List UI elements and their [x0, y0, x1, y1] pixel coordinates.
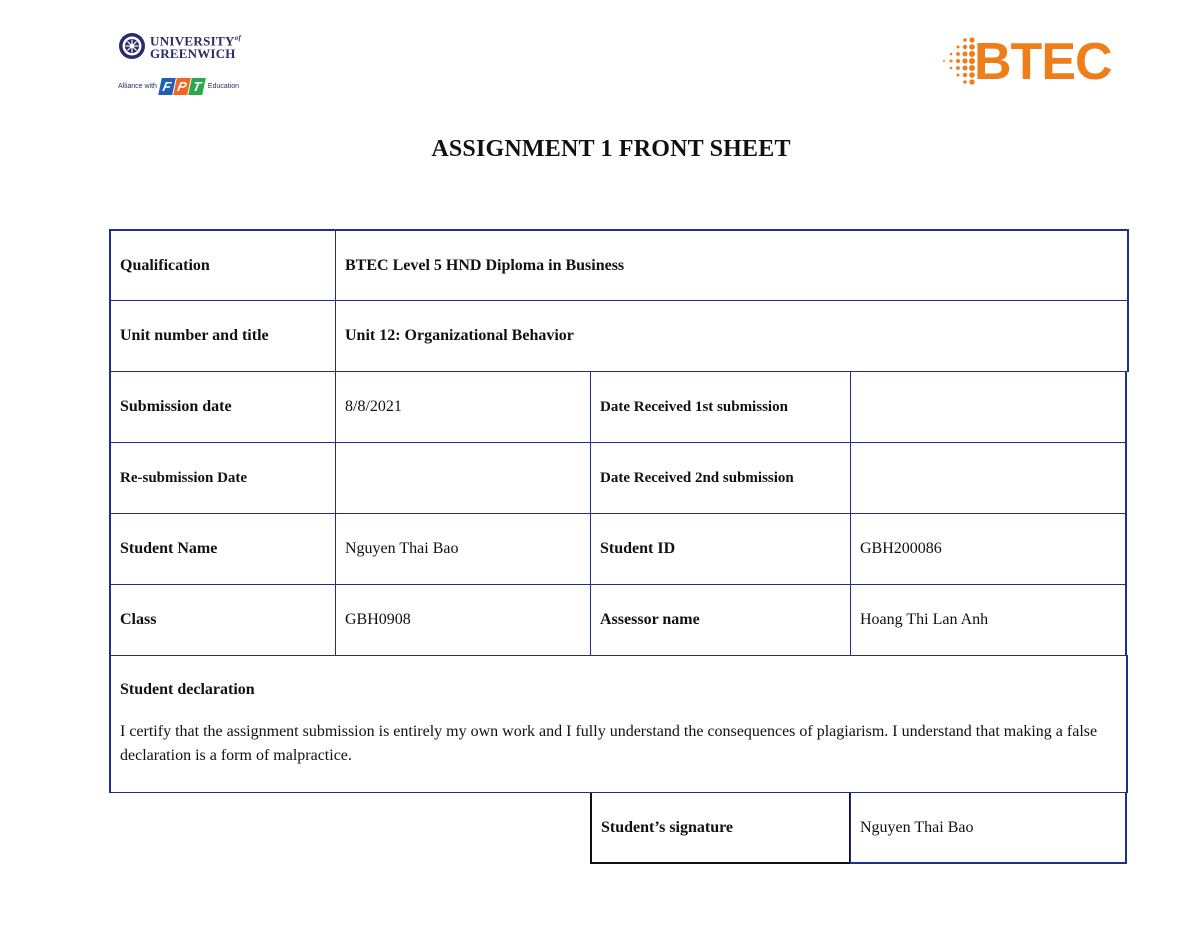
unit-value: Unit 12: Organizational Behavior	[335, 300, 1129, 372]
student-id-label: Student ID	[590, 513, 851, 585]
fpt-letter-t: T	[188, 78, 206, 95]
student-declaration	[109, 655, 1128, 793]
resubmission-date-label: Re-submission Date	[109, 442, 336, 514]
fpt-letter-f: F	[158, 78, 176, 95]
greenwich-wordmark: $UNIVERSITY^{of}$ GREENWICH	[150, 33, 242, 61]
resubmission-row	[109, 442, 1128, 513]
alliance-text: Alliance with	[118, 83, 157, 90]
class-value: GBH0908	[335, 584, 591, 656]
declaration-text: I certify that the assignment submission is entirely my own work and I fully understand the consequences of plagiarism. I understand that making a false declaration is a form of malpractice.	[120, 723, 1098, 764]
btec-logo	[938, 34, 1120, 90]
submission-date-value: 8/8/2021	[335, 371, 591, 443]
greenwich-seal-icon	[118, 32, 146, 60]
submission-row	[109, 371, 1128, 442]
submission-date-label: Submission date	[109, 371, 336, 443]
unit-label: Unit number and title	[109, 300, 336, 372]
received-2nd-label: Date Received 2nd submission	[590, 442, 851, 514]
resubmission-date-value	[335, 442, 591, 514]
received-1st-label: Date Received 1st submission	[590, 371, 851, 443]
assessor-value: Hoang Thi Lan Anh	[850, 584, 1127, 656]
declaration-heading: Student declaration	[120, 681, 255, 698]
signature-row	[590, 793, 1128, 863]
assessor-label: Assessor name	[590, 584, 851, 656]
qualification-row	[109, 229, 1128, 300]
student-id-value: GBH200086	[850, 513, 1127, 585]
front-sheet-table	[109, 229, 1128, 863]
unit-row	[109, 300, 1128, 371]
signature-label: Student’s signature	[590, 793, 851, 864]
fpt-alliance-line	[118, 78, 239, 95]
fpt-letter-p: P	[173, 78, 191, 95]
university-of-greenwich-logo	[118, 32, 258, 94]
student-name-label: Student Name	[109, 513, 336, 585]
class-row	[109, 584, 1128, 655]
qualification-label: Qualification	[109, 229, 336, 301]
education-text: Education	[207, 83, 240, 90]
qualification-value: BTEC Level 5 HND Diploma in Business	[335, 229, 1129, 301]
fpt-logo	[160, 78, 205, 95]
page-title: ASSIGNMENT 1 FRONT SHEET	[431, 136, 791, 162]
received-1st-value	[850, 371, 1127, 443]
btec-dots-icon	[938, 34, 978, 90]
student-row	[109, 513, 1128, 584]
signature-value: Nguyen Thai Bao	[850, 793, 1127, 864]
student-name-value: Nguyen Thai Bao	[335, 513, 591, 585]
received-2nd-value	[850, 442, 1127, 514]
btec-wordmark: BTEC	[974, 33, 1112, 91]
class-label: Class	[109, 584, 336, 656]
